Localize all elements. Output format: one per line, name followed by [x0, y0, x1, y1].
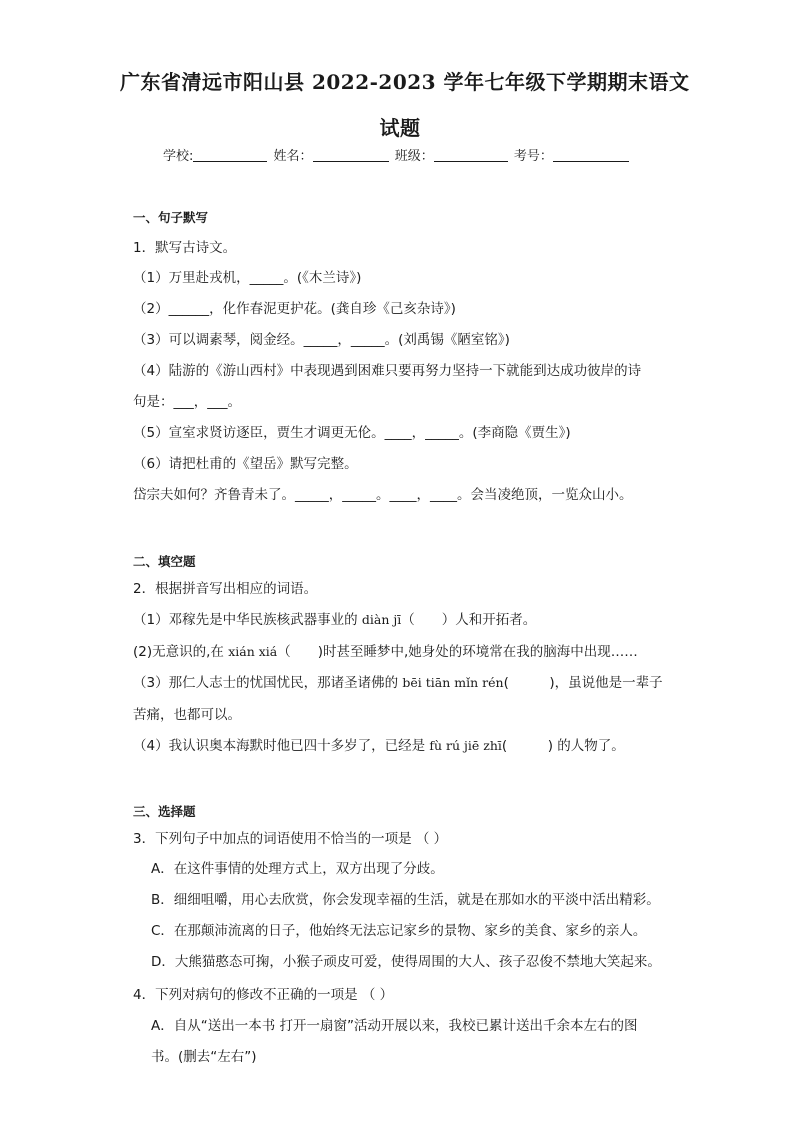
q1-item-6-poem: 岱宗夫如何？齐鲁青未了。_____，_____。____，____。会当凌绝顶，一览众山小。 [133, 487, 633, 503]
q2-item-4-text: （4）我认识奥本海默时他已四十多岁了，已经是 [133, 738, 430, 754]
exam-title-line2: 试题 [379, 116, 421, 140]
exam-no-label: 考号： [513, 149, 553, 164]
q4-option-a[interactable]: A．自从“送出一本书 打开一扇窗”活动开展以来，我校已累计送出千余本左右的图 [151, 1018, 638, 1034]
student-info-row [163, 145, 631, 164]
q1-item-5: （5）宣室求贤访逐臣，贾生才调更无伦。____，_____。(李商隐《贾生》) [133, 425, 571, 441]
q2-item-3 [133, 671, 663, 691]
q3-option-b[interactable]: B．细细咀嚼，用心去欣赏，你会发现幸福的生活，就是在那如水的平淡中活出精彩。 [151, 892, 660, 908]
q1-item-3: （3）可以调素琴，阅金经。_____，_____。(刘禹锡《陋室铭》) [133, 332, 510, 348]
q2-item-3-cont: 苦痛，也都可以。 [133, 707, 241, 723]
q2-item-1-text: （1）邓稼先是中华民族核武器事业的 [133, 612, 362, 628]
question-1: 1．默写古诗文。 [133, 240, 237, 256]
q1-item-6: （6）请把杜甫的《望岳》默写完整。 [133, 456, 358, 472]
q3-option-a[interactable]: A．在这件事情的处理方式上，双方出现了分歧。 [151, 861, 444, 877]
q3-option-d[interactable]: D．大熊猫憨态可掬，小猴子顽皮可爱，使得周围的大人、孩子忍俊不禁地大笑起来。 [151, 954, 661, 970]
school-label: 学校: [163, 149, 194, 164]
question-2: 2．根据拼音写出相应的词语。 [133, 581, 318, 597]
question-3: 3．下列句子中加点的词语使用不恰当的一项是 （ ） [133, 831, 448, 847]
q2-item-2 [133, 640, 638, 660]
q1-item-2: （2）______，化作春泥更护花。(龚自珍《己亥杂诗》) [133, 301, 456, 317]
class-label: 班级： [394, 149, 434, 164]
q1-item-4-cont: 句是：___，___。 [133, 394, 241, 410]
name-label: 姓名： [273, 149, 313, 164]
class-blank[interactable] [434, 148, 508, 162]
q2-item-3-pinyin: bēi tiān mǐn rén [402, 675, 504, 690]
q2-item-1-tail: （ ）人和开拓者。 [401, 612, 537, 628]
q2-item-1 [133, 608, 536, 628]
section-heading-1: 一、句子默写 [133, 210, 209, 225]
section-heading-3: 三、选择题 [133, 804, 196, 819]
q4-option-a-cont: 书。(删去“左右”) [151, 1049, 257, 1065]
q1-item-1: （1）万里赴戎机，_____。(《木兰诗》) [133, 270, 362, 286]
question-4: 4．下列对病句的修改不正确的一项是 （ ） [133, 987, 394, 1003]
q2-item-4-pinyin: fù rú jiē zhī [429, 738, 502, 753]
q2-item-3-text: （3）那仁人志士的忧国忧民，那诸圣诸佛的 [133, 675, 403, 691]
q2-item-1-pinyin: diàn jī [361, 612, 402, 627]
exam-title-line1: 广东省清远市阳山县 2022-2023 学年七年级下学期期末语文 [120, 70, 690, 94]
q2-item-4 [133, 734, 625, 754]
name-blank[interactable] [313, 148, 389, 162]
q3-option-c[interactable]: C．在那颠沛流离的日子，他始终无法忘记家乡的景物、家乡的美食、家乡的亲人。 [151, 923, 647, 939]
q2-item-3-tail: ( )，虽说他是一辈子 [503, 675, 663, 691]
q1-item-4: （4）陆游的《游山西村》中表现遇到困难只要再努力坚持一下就能到达成功彼岸的诗 [133, 363, 642, 379]
exam-no-blank[interactable] [553, 148, 629, 162]
q2-item-2-text: (2)无意识的,在 [133, 644, 229, 660]
school-blank[interactable] [193, 148, 267, 162]
section-heading-2: 二、填空题 [133, 554, 196, 569]
q2-item-2-tail: （ )时甚至睡梦中,她身处的环境常在我的脑海中出现…… [277, 644, 638, 660]
q2-item-4-tail: ( ) 的人物了。 [501, 738, 625, 754]
q2-item-2-pinyin: xián xiá [228, 644, 278, 659]
